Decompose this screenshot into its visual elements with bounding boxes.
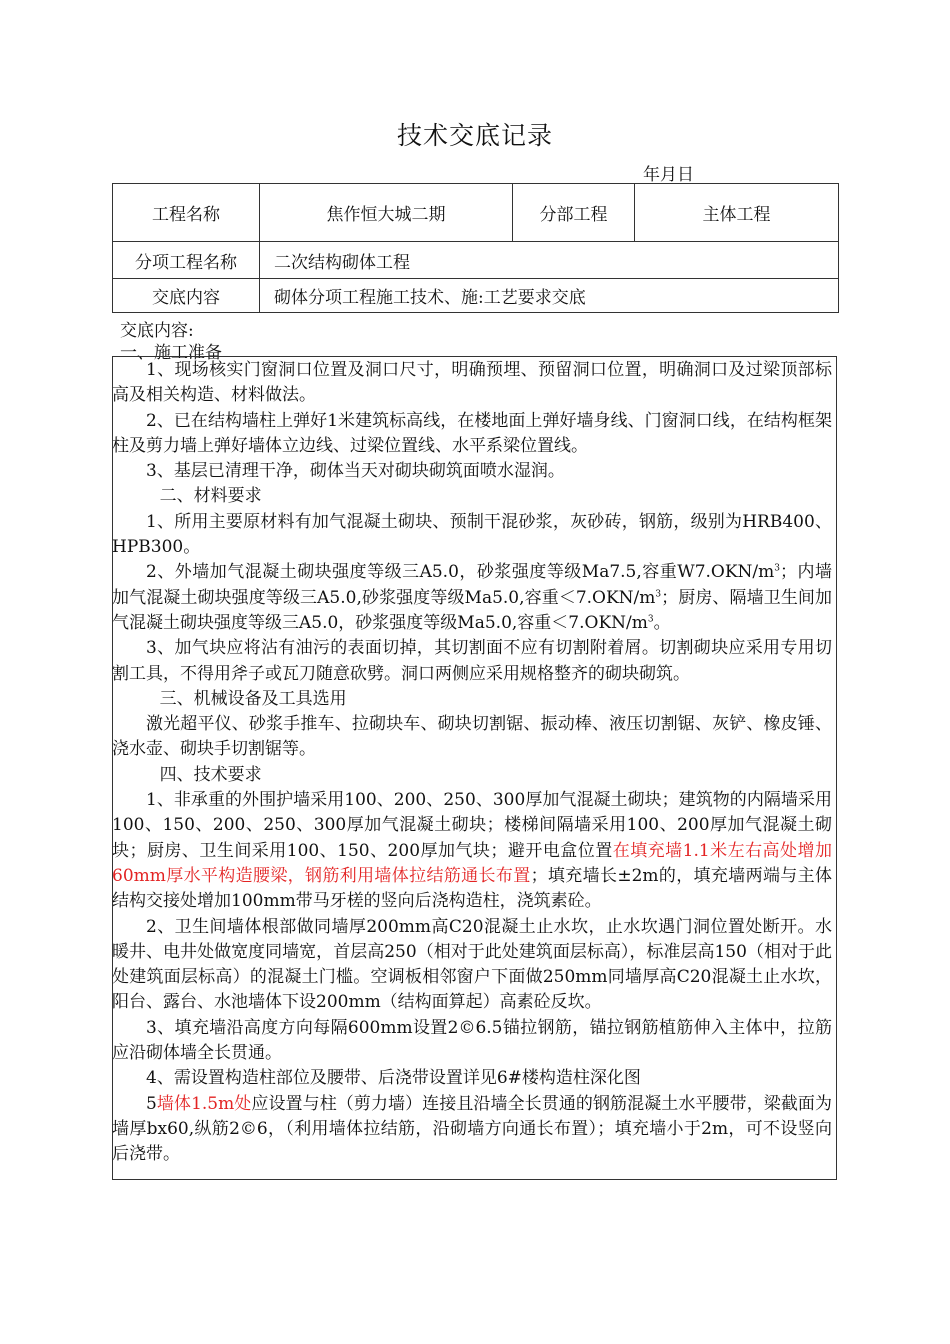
paragraph: 1、现场核实门窗洞口位置及洞口尺寸，明确预埋、预留洞口位置，明确洞口及过梁顶部标高及相关构造、材料做法。 [112, 360, 832, 406]
section-heading-3: 三、机械设备及工具选用 [159, 688, 347, 709]
project-name-value: 焦作恒大城二期 [260, 184, 513, 242]
page-title: 技术交底记录 [396, 121, 553, 150]
subitem-value: 二次结构砌体工程 [260, 242, 839, 279]
header-row-subitem [113, 242, 839, 279]
paragraph: 2、已在结构墙柱上弹好1米建筑标高线，在楼地面上弹好墙身线、门窗洞口线，在结构框架柱及剪力墙上弹好墙体立边线、过梁位置线、水平系梁位置线。 [112, 410, 832, 456]
highlight-text: 墙体1.5m处 [156, 1093, 252, 1114]
division-label: 分部工程 [513, 184, 635, 242]
content-value-part1: 砌体分项工程施工技术、施 [274, 288, 478, 308]
paragraph: 2、卫生间墙体根部做同墙厚200mm高C20混凝土止水坎，止水坎遇门洞位置处断开。水暖井、电井处做宽度同墙宽，首层高250（相对于此处建筑面层标高），标准层高150（相对于此处建筑面层标高）的混凝土门槛。空调板相邻窗户下面做250mm同墙厚高C20混凝土止水坎，阳台、露台、水池墙体下设200mm（结构面算起）高素砼反坎。 [112, 916, 832, 1013]
paragraph: 3、填充墙沿高度方向每隔600mm设置2©6.5锚拉钢筋，锚拉钢筋植筋伸入主体中，拉筋应沿砌体墙全长贯通。 [112, 1017, 832, 1064]
content-value [260, 279, 839, 313]
superscript: 3 [774, 563, 781, 574]
superscript: 3 [655, 589, 662, 600]
text-span: 5 [146, 1093, 157, 1114]
highlight-text: 在填充墙1.1米左右高处增加60mm厚水平构造腰梁，钢筋利用墙体拉结筋通长布置 [112, 840, 832, 886]
text-span: 。 [653, 612, 671, 633]
header-row-project [113, 184, 839, 242]
intro-label: 交底内容: [120, 321, 194, 341]
body-text [112, 358, 832, 1168]
project-name-label: 工程名称 [113, 184, 260, 242]
text-span: ；厨房、隔墙卫生间加气混凝土砌块强度等级三A5.0，砂浆强度等级Ma5.0,容重＜7.OKN/m [112, 587, 833, 633]
paragraph [112, 788, 832, 914]
paragraph: 4、需设置构造柱部位及腰带、后浇带设置详见6#楼构造柱深化图 [146, 1068, 641, 1089]
section-heading-1: 一、施工准备 [120, 343, 222, 363]
superscript: 3 [647, 614, 654, 625]
content-value-part2: :工艺要求交底 [478, 288, 586, 308]
paragraph: 3、基层已清理干净，砌体当天对砌块砌筑面喷水湿润。 [146, 461, 565, 482]
text-span: 应设置与柱（剪力墙）连接且沿墙全长贯通的钢筋混凝土水平腰带，梁截面为墙厚bx60,纵筋2©6，（利用墙体拉结筋，沿砌墙方向通长布置）；填充墙小于2m，可不设竖向后浇带。 [112, 1093, 833, 1165]
division-value: 主体工程 [635, 184, 839, 242]
date-label: 年月日 [643, 165, 694, 185]
header-table [112, 183, 839, 313]
paragraph: 激光超平仪、砂浆手推车、拉砌块车、砌块切割锯、振动棒、液压切割锯、灰铲、橡皮锤、浇水壶、砌块手切割锯等。 [112, 714, 832, 760]
text-span: ；内墙加气混凝土砌块强度等级三A5.0,砂浆强度等级Ma5.0,容重＜7.OKN/m [112, 562, 833, 608]
content-label: 交底内容 [113, 279, 260, 313]
text-span: ；填充墙长±2m的，填充墙两端与主体结构交接处增加100mm带马牙槎的竖向后浇构造柱，浇筑素砼。 [112, 865, 833, 912]
section-heading-4: 四、技术要求 [159, 764, 262, 785]
header-row-content [113, 279, 839, 313]
paragraph [112, 1092, 832, 1168]
paragraph: 1、所用主要原材料有加气混凝土砌块、预制干混砂浆，灰砂砖，钢筋，级别为HRB400、HPB300。 [112, 511, 832, 558]
text-span: 2、外墙加气混凝土砌块强度等级三A5.0，砂浆强度等级Ma7.5,容重W7.OKN/m [146, 562, 775, 583]
paragraph [112, 560, 832, 636]
subitem-label: 分项工程名称 [113, 242, 260, 279]
section-heading-2: 二、材料要求 [159, 486, 262, 507]
text-span: 1、非承重的外围护墙采用100、200、250、300厚加气混凝土砌块；建筑物的内隔墙采用100、150、200、250、300厚加气混凝土砌块；楼梯间隔墙采用100、200厚加气混凝土砌块；厨房、卫生间采用100、150、200厚加气块；避开电盒位置 [112, 790, 832, 861]
paragraph: 3、加气块应将沾有油污的表面切掉，其切割面不应有切割附着屑。切割砌块应采用专用切割工具，不得用斧子或瓦刀随意砍劈。洞口两侧应采用规格整齐的砌块砌筑。 [112, 638, 832, 684]
